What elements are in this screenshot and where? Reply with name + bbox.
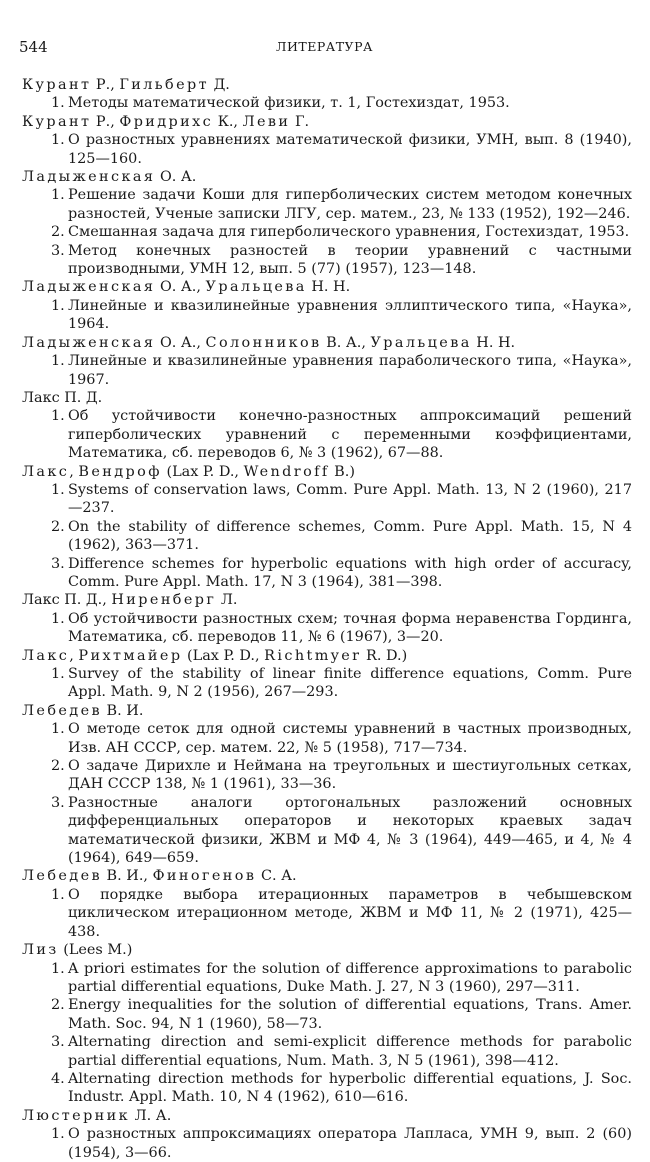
reference-item: [22, 297, 632, 334]
author-line: [22, 389, 632, 407]
reference-item: [22, 518, 632, 555]
author-text: (Lees M.): [58, 942, 133, 959]
reference-item: [22, 131, 632, 168]
author-text: Л. А.: [130, 1107, 172, 1124]
reference-number: 3.: [51, 794, 65, 811]
reference-number: 1.: [51, 481, 65, 498]
author-text: О. А.,: [155, 279, 206, 296]
author-surname: Ниренберг: [111, 592, 217, 609]
author-surname: Люстерник: [22, 1107, 131, 1124]
author-surname: Лиз: [22, 942, 59, 959]
reference-item: [22, 886, 632, 941]
reference-number: 2.: [51, 758, 65, 775]
reference-text: Alternating direction methods for hyperbolic differential equations, J. Soc. Industr. Appl. Math. 10, N 4 (1962), 610—616.: [68, 1070, 632, 1106]
author-text: Лакс П. Д.: [22, 389, 103, 406]
reference-number: 4.: [51, 1070, 65, 1087]
author-text: К.,: [213, 113, 243, 130]
reference-item: [22, 1033, 632, 1070]
author-text: Н. Н.: [471, 334, 516, 351]
author-surname: Фридрихс: [119, 113, 214, 130]
reference-number: 2.: [51, 518, 65, 535]
author-surname: Лакс: [22, 647, 70, 664]
reference-text: О разностных аппроксимациях оператора Лапласа, УМН 9, вып. 2 (60) (1954), 3—66.: [68, 1126, 632, 1161]
running-title: ЛИТЕРАТУРА: [276, 39, 373, 54]
author-surname: Richtmyer: [264, 647, 362, 664]
author-surname: Лебедев: [22, 868, 102, 885]
author-text: (Lax P. D.,: [182, 647, 265, 664]
reference-item: [22, 757, 632, 794]
author-line: [22, 334, 632, 352]
author-text: О. А.: [155, 169, 197, 186]
reference-text: Метод конечных разностей в теории уравнений с частными производными, УМН 12, вып. 5 (77) (1957), 123—148.: [68, 242, 632, 278]
reference-item: [22, 242, 632, 279]
page-number: 544: [19, 38, 48, 56]
author-text: В. И.: [101, 702, 144, 719]
reference-number: 1.: [51, 353, 65, 370]
reference-item: [22, 186, 632, 223]
reference-text: Systems of conservation laws, Comm. Pure Appl. Math. 13, N 2 (1960), 217—237.: [68, 481, 632, 517]
reference-item: [22, 720, 632, 757]
reference-item: [22, 610, 632, 647]
author-line: [22, 463, 632, 481]
reference-item: [22, 1070, 632, 1107]
reference-item: [22, 1125, 632, 1162]
reference-number: 1.: [51, 1126, 65, 1143]
reference-item: [22, 960, 632, 997]
reference-item: [22, 555, 632, 592]
reference-number: 2.: [51, 997, 65, 1014]
reference-item: [22, 996, 632, 1033]
author-text: Л.: [216, 592, 238, 609]
reference-number: 1.: [51, 721, 65, 738]
author-surname: Курант: [22, 113, 92, 130]
reference-number: 1.: [51, 187, 65, 204]
reference-number: 1.: [51, 666, 65, 682]
author-surname: Ладыженская: [22, 279, 156, 296]
author-surname: Лакс: [22, 463, 70, 480]
author-surname: Ладыженская: [22, 334, 156, 351]
reference-item: [22, 407, 632, 462]
author-text: R. D.): [361, 647, 408, 664]
page-header: [19, 38, 630, 56]
author-text: О. А.,: [155, 334, 206, 351]
reference-text: О разностных уравнениях математической физики, УМН, вып. 8 (1940), 125—160.: [68, 132, 632, 167]
reference-text: Разностные аналоги ортогональных разложений основных дифференциальных операторов и некоторых краевых задач математической физики, ЖВМ и МФ 4, № 3 (1964), 449—465, и 4, № 4 (1964), 649—659.: [68, 794, 632, 867]
reference-item: [22, 481, 632, 518]
reference-text: Energy inequalities for the solution of differential equations, Trans. Amer. Math. Soc. 94, N 1 (1960), 58—73.: [68, 997, 632, 1032]
author-text: В. А.,: [321, 334, 371, 351]
reference-text: О методе сеток для одной системы уравнений в частных производных, Изв. АН СССР, сер. матем. 22, № 5 (1958), 717—734.: [68, 721, 632, 756]
reference-number: 1.: [51, 132, 65, 149]
reference-number: 1.: [51, 610, 65, 627]
author-surname: Ладыженская: [22, 169, 156, 186]
reference-text: Решение задачи Коши для гиперболических систем методом конечных разностей, Ученые записки ЛГУ, сер. матем., 23, № 133 (1952), 192—246.: [68, 187, 632, 222]
author-line: [22, 591, 632, 609]
reference-text: Survey of the stability of linear finite difference equations, Comm. Pure Appl. Math. 9, N 2 (1956), 267—293.: [68, 666, 632, 701]
reference-text: Линейные и квазилинейные уравнения эллиптического типа, «Наука», 1964.: [68, 297, 632, 333]
reference-text: О задаче Дирихле и Неймана на треугольных и шестиугольных сетках, ДАН СССР 138, № 1 (1961), 33—36.: [68, 758, 632, 793]
reference-number: 1.: [51, 408, 65, 425]
bibliography-list: [22, 76, 632, 1162]
author-line: [22, 1107, 632, 1125]
reference-text: О порядке выбора итерационных параметров в чебышевском циклическом итерационном методе, ЖВМ и МФ 11, № 2 (1971), 425—438.: [68, 886, 632, 940]
reference-number: 3.: [51, 1034, 65, 1051]
author-line: [22, 168, 632, 186]
author-surname: Солонников: [205, 334, 322, 351]
author-surname: Wendroff: [243, 463, 330, 480]
author-text: (Lax P. D.,: [161, 463, 244, 480]
author-text: В. И.,: [101, 868, 153, 885]
author-surname: Финогенов: [152, 868, 257, 885]
author-text: Р.,: [91, 77, 120, 93]
reference-number: 2.: [51, 224, 65, 241]
author-surname: Вендроф: [78, 463, 162, 480]
author-surname: Леви: [242, 113, 291, 130]
author-text: Н. Н.: [306, 279, 351, 296]
reference-text: Об устойчивости разностных схем; точная форма неравенства Гординга, Математика, сб. переводов 11, № 6 (1967), 3—20.: [68, 610, 632, 646]
reference-item: [22, 352, 632, 389]
author-text: С. А.: [256, 868, 297, 885]
reference-text: Методы математической физики, т. 1, Гостехиздат, 1953.: [68, 95, 510, 112]
author-surname: Лебедев: [22, 702, 102, 719]
reference-number: 3.: [51, 555, 65, 572]
author-text: Г.: [290, 113, 310, 130]
author-surname: Курант: [22, 77, 92, 93]
author-surname: Рихтмайер: [78, 647, 183, 664]
reference-number: 1.: [51, 297, 65, 314]
reference-item: [22, 665, 632, 702]
reference-item: [22, 223, 632, 241]
reference-text: Об устойчивости конечно-разностных аппроксимаций решений гиперболических уравнений с переменными коэффициентами, Математика, сб. переводов 6, № 3 (1962), 67—88.: [68, 408, 632, 462]
reference-text: Линейные и квазилинейные уравнения параболического типа, «Наука», 1967.: [68, 353, 632, 388]
author-text: Д.: [209, 77, 230, 93]
reference-number: 1.: [51, 960, 65, 977]
reference-text: A priori estimates for the solution of difference approximations to parabolic partial differential equations, Duke Math. J. 27, N 3 (1960), 297—311.: [68, 960, 632, 995]
reference-item: [22, 794, 632, 868]
author-text: Лакс П. Д.,: [22, 592, 112, 609]
author-text: ,: [69, 647, 79, 664]
author-line: [22, 76, 632, 94]
reference-text: Difference schemes for hyperbolic equations with high order of accuracy, Comm. Pure Appl. Math. 17, N 3 (1964), 381—398.: [68, 555, 632, 590]
reference-text: Alternating direction and semi-explicit difference methods for parabolic partial differential equations, Num. Math. 3, N 5 (1961), 398—412.: [68, 1034, 632, 1069]
author-surname: Гильберт: [119, 77, 209, 93]
reference-text: Смешанная задача для гиперболического уравнения, Гостехиздат, 1953.: [68, 224, 630, 241]
reference-text: On the stability of difference schemes, Comm. Pure Appl. Math. 15, N 4 (1962), 363—371.: [68, 518, 632, 554]
reference-number: 1.: [51, 95, 65, 112]
author-line: [22, 941, 632, 959]
reference-number: 3.: [51, 242, 65, 259]
author-surname: Уральцева: [205, 279, 307, 296]
author-line: [22, 278, 632, 296]
reference-item: [22, 94, 632, 112]
author-line: [22, 867, 632, 885]
author-text: ,: [69, 463, 79, 480]
reference-number: 1.: [51, 886, 65, 903]
author-text: Р.,: [91, 113, 120, 130]
author-line: [22, 113, 632, 131]
author-line: [22, 702, 632, 720]
author-line: [22, 647, 632, 665]
author-text: B.): [329, 463, 355, 480]
author-surname: Уральцева: [370, 334, 472, 351]
